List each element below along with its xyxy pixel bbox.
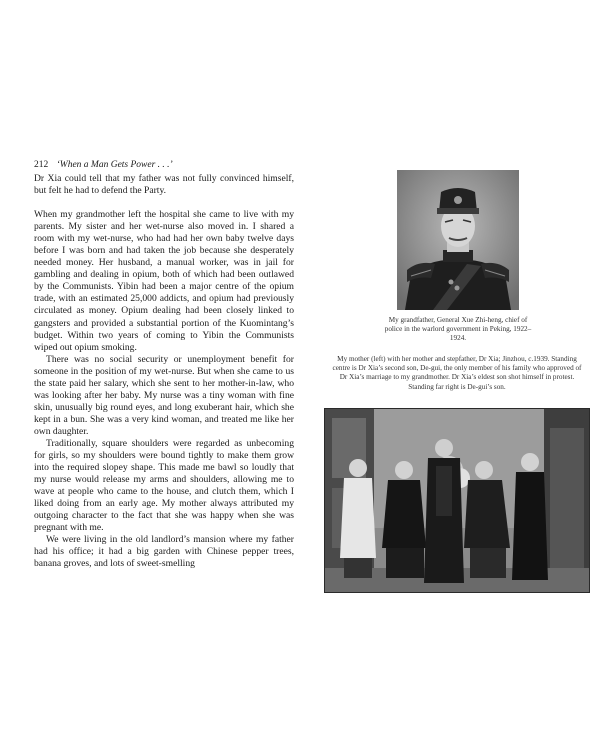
running-head <box>34 160 294 170</box>
paragraph-3: There was no social security or unemployment benefit for someone in the position of my wet-nurse. But when she came to us the state paid her salary, which she sent to her mother-in-law, who was looking after her baby. My nurse was a tiny woman with fine skin, unusually big round eyes, and long exuberant hair, which she kept in a bun. She was a very kind woman, and treated me like her own daughter. <box>34 353 294 437</box>
grandfather-portrait-photo <box>397 170 519 310</box>
right-page <box>316 0 586 750</box>
family-group-photo <box>324 408 590 593</box>
paragraph-4: Traditionally, square shoulders were regarded as unbecoming for girls, so my shoulders were bound tightly to make them grow into the required slopey shape. This made me bawl so loudly that my nurse would release my arms and shoulders, allowing me to wave at people who came to the house, and clutch them, which I liked doing from an early age. My mother always attributed my outgoing character to the fact that she was happy when she was pregnant with me. <box>34 437 294 534</box>
page-number: 212 <box>34 160 49 170</box>
portrait-caption: My grandfather, General Xue Zhi-heng, chief of police in the warlord government in Peking, 1922–1924. <box>384 316 532 343</box>
paragraph-5: We were living in the old landlord’s mansion where my father had his office; it had a big garden with Chinese pepper trees, banana groves, and lots of sweet-smelling <box>34 534 294 570</box>
paragraph-1: Dr Xia could tell that my father was not fully convinced himself, but felt he had to defend the Party. <box>34 173 294 197</box>
paragraph-2: When my grandmother left the hospital she came to live with my parents. My sister and her wet-nurse also moved in. I shared a room with my wet-nurse, who had had her own baby twelve days before I was born and had taken the job because she desperately needed money. Her husband, a manual worker, was in jail for gambling and dealing in opium, both of which had been outlawed by the Communists. Yibin had been a major centre of the opium trade, with an estimated 25,000 addicts, and opium had previously circulated as money. Opium dealing had been closely linked to gangsters and provided a substantial portion of the Kuomintang’s budget. Within two years of coming to Yibin the Communists wiped out opium smoking. <box>34 209 294 353</box>
running-title: ‘When a Man Gets Power . . .’ <box>56 160 173 170</box>
left-page <box>34 160 294 571</box>
group-photo-caption: My mother (left) with her mother and stepfather, Dr Xia; Jinzhou, c.1939. Standing centre is Dr Xia’s second son, De-gui, the only member of his family who approved of Dr Xia’s marriage to my grandmother. Dr Xia’s eldest son shot himself in protest. Standing far right is De-gui’s son. <box>332 355 582 391</box>
